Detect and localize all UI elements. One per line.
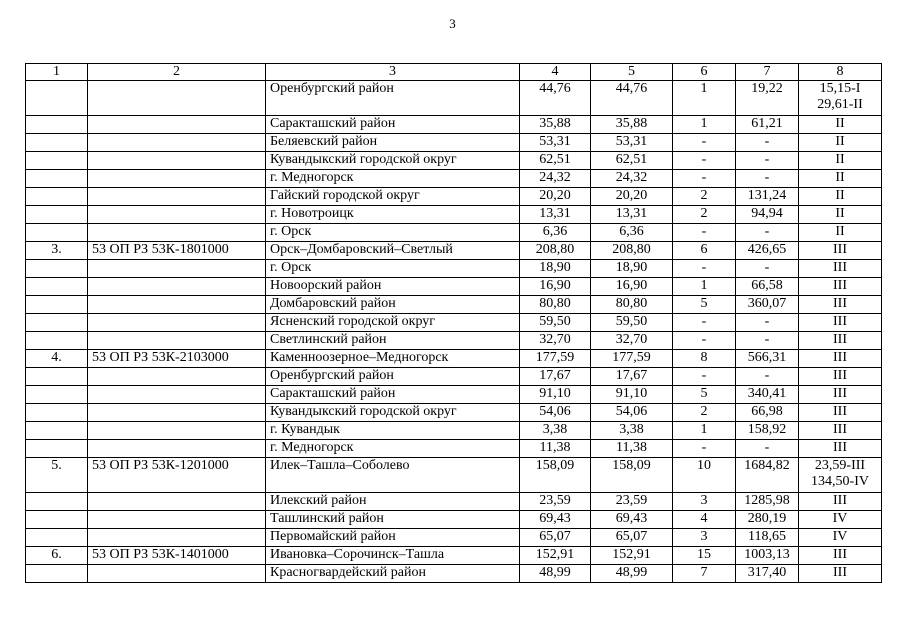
table-row <box>26 386 882 404</box>
cell-category: III <box>799 422 882 440</box>
category-line: 134,50-IV <box>811 474 869 489</box>
cell-col6: 3 <box>673 529 736 547</box>
cell-road-code <box>88 260 266 278</box>
cell-road-name: Кувандыкский городской округ <box>266 152 520 170</box>
table-body <box>26 81 882 583</box>
table-row <box>26 170 882 188</box>
cell-road-name: Гайский городской округ <box>266 188 520 206</box>
cell-road-name: Ташлинский район <box>266 511 520 529</box>
cell-col4: 20,20 <box>520 188 591 206</box>
cell-road-name: Оренбургский район <box>266 368 520 386</box>
cell-col4: 6,36 <box>520 224 591 242</box>
cell-number <box>26 224 88 242</box>
cell-category: II <box>799 224 882 242</box>
cell-road-name: Кувандыкский городской округ <box>266 404 520 422</box>
cell-col6: - <box>673 152 736 170</box>
cell-road-code <box>88 422 266 440</box>
cell-category: III <box>799 404 882 422</box>
cell-col4: 24,32 <box>520 170 591 188</box>
cell-road-name: Домбаровский район <box>266 296 520 314</box>
cell-col5: 20,20 <box>591 188 673 206</box>
cell-number <box>26 511 88 529</box>
cell-road-code <box>88 296 266 314</box>
cell-road-code: 53 ОП РЗ 53К-1201000 <box>88 458 266 493</box>
cell-col6: 1 <box>673 422 736 440</box>
column-header: 7 <box>736 64 799 81</box>
cell-number <box>26 565 88 583</box>
cell-col7: 131,24 <box>736 188 799 206</box>
cell-number <box>26 386 88 404</box>
cell-col4: 13,31 <box>520 206 591 224</box>
cell-category: III <box>799 278 882 296</box>
cell-col4: 48,99 <box>520 565 591 583</box>
cell-col5: 11,38 <box>591 440 673 458</box>
cell-number: 4. <box>26 350 88 368</box>
table-row <box>26 404 882 422</box>
cell-number <box>26 404 88 422</box>
cell-road-name: г. Медногорск <box>266 170 520 188</box>
cell-col4: 54,06 <box>520 404 591 422</box>
table-row <box>26 332 882 350</box>
column-header: 5 <box>591 64 673 81</box>
cell-col5: 3,38 <box>591 422 673 440</box>
cell-category: II <box>799 116 882 134</box>
cell-col5: 65,07 <box>591 529 673 547</box>
cell-road-code <box>88 386 266 404</box>
column-header: 4 <box>520 64 591 81</box>
cell-col7: 19,22 <box>736 81 799 116</box>
column-header: 2 <box>88 64 266 81</box>
cell-col5: 54,06 <box>591 404 673 422</box>
cell-col6: 2 <box>673 404 736 422</box>
cell-col6: - <box>673 170 736 188</box>
cell-number <box>26 188 88 206</box>
cell-col7: 61,21 <box>736 116 799 134</box>
table-row <box>26 242 882 260</box>
cell-col7: 1684,82 <box>736 458 799 493</box>
header-row <box>26 64 882 81</box>
cell-road-code <box>88 152 266 170</box>
cell-road-code <box>88 529 266 547</box>
cell-col7: 94,94 <box>736 206 799 224</box>
cell-col7: - <box>736 134 799 152</box>
table-row <box>26 134 882 152</box>
cell-col4: 62,51 <box>520 152 591 170</box>
cell-road-code: 53 ОП РЗ 53К-2103000 <box>88 350 266 368</box>
cell-col4: 44,76 <box>520 81 591 116</box>
cell-road-code <box>88 206 266 224</box>
cell-col7: 158,92 <box>736 422 799 440</box>
cell-col6: - <box>673 134 736 152</box>
cell-col6: 6 <box>673 242 736 260</box>
cell-col6: - <box>673 368 736 386</box>
column-header: 1 <box>26 64 88 81</box>
cell-col6: 2 <box>673 206 736 224</box>
cell-col5: 18,90 <box>591 260 673 278</box>
cell-col4: 32,70 <box>520 332 591 350</box>
cell-col4: 158,09 <box>520 458 591 493</box>
table-row <box>26 224 882 242</box>
cell-col6: - <box>673 260 736 278</box>
cell-col7: - <box>736 368 799 386</box>
cell-number <box>26 440 88 458</box>
cell-col7: - <box>736 314 799 332</box>
cell-col4: 18,90 <box>520 260 591 278</box>
cell-road-name: г. Новотроицк <box>266 206 520 224</box>
cell-road-name: г. Кувандык <box>266 422 520 440</box>
cell-col4: 91,10 <box>520 386 591 404</box>
cell-col5: 6,36 <box>591 224 673 242</box>
cell-number <box>26 422 88 440</box>
cell-category: III <box>799 440 882 458</box>
table-row <box>26 296 882 314</box>
cell-col7: - <box>736 170 799 188</box>
cell-col6: 1 <box>673 81 736 116</box>
cell-col6: - <box>673 332 736 350</box>
cell-col7: - <box>736 440 799 458</box>
cell-number <box>26 368 88 386</box>
cell-category: II <box>799 206 882 224</box>
cell-col4: 23,59 <box>520 493 591 511</box>
cell-col7: 317,40 <box>736 565 799 583</box>
cell-col4: 17,67 <box>520 368 591 386</box>
cell-road-name: г. Медногорск <box>266 440 520 458</box>
cell-col6: 1 <box>673 278 736 296</box>
cell-col5: 177,59 <box>591 350 673 368</box>
cell-number <box>26 134 88 152</box>
cell-road-name: Саракташский район <box>266 116 520 134</box>
cell-number <box>26 116 88 134</box>
cell-col4: 11,38 <box>520 440 591 458</box>
cell-number <box>26 314 88 332</box>
cell-road-code <box>88 81 266 116</box>
column-header: 8 <box>799 64 882 81</box>
table-row <box>26 565 882 583</box>
cell-col7: 426,65 <box>736 242 799 260</box>
column-header: 3 <box>266 64 520 81</box>
cell-road-name: Светлинский район <box>266 332 520 350</box>
cell-road-name: Каменноозерное–Медногорск <box>266 350 520 368</box>
cell-road-code <box>88 368 266 386</box>
cell-category: III <box>799 493 882 511</box>
roads-table <box>25 63 882 583</box>
category-line: 29,61-II <box>817 97 863 112</box>
cell-road-code <box>88 511 266 529</box>
cell-col6: 2 <box>673 188 736 206</box>
cell-road-code: 53 ОП РЗ 53К-1401000 <box>88 547 266 565</box>
cell-col7: 1285,98 <box>736 493 799 511</box>
cell-road-code <box>88 565 266 583</box>
cell-category: III <box>799 565 882 583</box>
cell-col4: 16,90 <box>520 278 591 296</box>
cell-number <box>26 529 88 547</box>
cell-category: III <box>799 260 882 278</box>
cell-col7: 1003,13 <box>736 547 799 565</box>
table-row <box>26 314 882 332</box>
cell-col4: 69,43 <box>520 511 591 529</box>
cell-col7: - <box>736 152 799 170</box>
table-row <box>26 278 882 296</box>
cell-number <box>26 206 88 224</box>
cell-category <box>799 458 882 493</box>
cell-number <box>26 296 88 314</box>
cell-col5: 23,59 <box>591 493 673 511</box>
cell-col6: - <box>673 440 736 458</box>
cell-col6: 4 <box>673 511 736 529</box>
cell-road-name: Илекский район <box>266 493 520 511</box>
cell-road-name: г. Орск <box>266 260 520 278</box>
cell-number <box>26 170 88 188</box>
cell-col6: - <box>673 224 736 242</box>
cell-number <box>26 260 88 278</box>
cell-road-code <box>88 332 266 350</box>
cell-number: 5. <box>26 458 88 493</box>
cell-number <box>26 81 88 116</box>
cell-category: IV <box>799 511 882 529</box>
cell-col5: 69,43 <box>591 511 673 529</box>
cell-road-name: Орск–Домбаровский–Светлый <box>266 242 520 260</box>
cell-road-name: Ивановка–Сорочинск–Ташла <box>266 547 520 565</box>
cell-col7: 66,98 <box>736 404 799 422</box>
cell-col5: 158,09 <box>591 458 673 493</box>
cell-road-code <box>88 278 266 296</box>
cell-col5: 35,88 <box>591 116 673 134</box>
column-header: 6 <box>673 64 736 81</box>
table-row <box>26 368 882 386</box>
cell-road-name: Красногвардейский район <box>266 565 520 583</box>
table-row <box>26 81 882 116</box>
category-line: 23,59-III <box>814 458 866 473</box>
cell-col4: 3,38 <box>520 422 591 440</box>
cell-road-name: Оренбургский район <box>266 81 520 116</box>
cell-road-code <box>88 134 266 152</box>
page-number: 3 <box>449 16 456 31</box>
cell-road-name: Саракташский район <box>266 386 520 404</box>
cell-col7: 66,58 <box>736 278 799 296</box>
cell-number: 6. <box>26 547 88 565</box>
cell-category: III <box>799 296 882 314</box>
table-row <box>26 458 882 493</box>
table-row <box>26 511 882 529</box>
cell-category: II <box>799 188 882 206</box>
cell-col5: 152,91 <box>591 547 673 565</box>
cell-number <box>26 152 88 170</box>
cell-col4: 177,59 <box>520 350 591 368</box>
cell-road-code <box>88 493 266 511</box>
table-row <box>26 440 882 458</box>
cell-category: III <box>799 350 882 368</box>
table-row <box>26 529 882 547</box>
cell-col4: 65,07 <box>520 529 591 547</box>
table-row <box>26 152 882 170</box>
cell-road-name: Илек–Ташла–Соболево <box>266 458 520 493</box>
cell-category: III <box>799 332 882 350</box>
cell-col4: 53,31 <box>520 134 591 152</box>
cell-road-name: Ясненский городской округ <box>266 314 520 332</box>
cell-road-code: 53 ОП РЗ 53К-1801000 <box>88 242 266 260</box>
cell-category: III <box>799 314 882 332</box>
cell-col4: 208,80 <box>520 242 591 260</box>
table-row <box>26 260 882 278</box>
cell-category: III <box>799 547 882 565</box>
cell-col4: 59,50 <box>520 314 591 332</box>
cell-col6: 3 <box>673 493 736 511</box>
table-row <box>26 350 882 368</box>
cell-road-name: Беляевский район <box>266 134 520 152</box>
cell-col5: 53,31 <box>591 134 673 152</box>
table-row <box>26 422 882 440</box>
cell-road-name: Новоорский район <box>266 278 520 296</box>
cell-col4: 35,88 <box>520 116 591 134</box>
cell-road-name: г. Орск <box>266 224 520 242</box>
cell-col6: 7 <box>673 565 736 583</box>
table-row <box>26 188 882 206</box>
cell-col5: 13,31 <box>591 206 673 224</box>
category-line: 15,15-I <box>819 81 861 96</box>
cell-col7: 566,31 <box>736 350 799 368</box>
table-row <box>26 206 882 224</box>
cell-category: III <box>799 368 882 386</box>
table-row <box>26 116 882 134</box>
cell-col4: 80,80 <box>520 296 591 314</box>
cell-col5: 80,80 <box>591 296 673 314</box>
cell-number <box>26 278 88 296</box>
cell-col6: 5 <box>673 386 736 404</box>
cell-col7: - <box>736 224 799 242</box>
cell-road-code <box>88 314 266 332</box>
cell-col7: - <box>736 332 799 350</box>
cell-category <box>799 81 882 116</box>
table-row <box>26 547 882 565</box>
cell-col7: 360,07 <box>736 296 799 314</box>
cell-road-code <box>88 404 266 422</box>
cell-col6: 8 <box>673 350 736 368</box>
cell-col7: 118,65 <box>736 529 799 547</box>
cell-col7: 280,19 <box>736 511 799 529</box>
cell-road-name: Первомайский район <box>266 529 520 547</box>
cell-col5: 32,70 <box>591 332 673 350</box>
cell-col5: 17,67 <box>591 368 673 386</box>
cell-col5: 59,50 <box>591 314 673 332</box>
cell-category: II <box>799 170 882 188</box>
cell-col5: 16,90 <box>591 278 673 296</box>
cell-col5: 62,51 <box>591 152 673 170</box>
cell-category: II <box>799 134 882 152</box>
cell-col5: 48,99 <box>591 565 673 583</box>
cell-number <box>26 332 88 350</box>
cell-col6: 1 <box>673 116 736 134</box>
cell-col6: 15 <box>673 547 736 565</box>
cell-col4: 152,91 <box>520 547 591 565</box>
cell-col5: 44,76 <box>591 81 673 116</box>
table-row <box>26 493 882 511</box>
cell-road-code <box>88 170 266 188</box>
cell-col5: 24,32 <box>591 170 673 188</box>
cell-number: 3. <box>26 242 88 260</box>
cell-col6: - <box>673 314 736 332</box>
cell-col7: - <box>736 260 799 278</box>
cell-road-code <box>88 224 266 242</box>
cell-number <box>26 493 88 511</box>
cell-category: III <box>799 242 882 260</box>
cell-road-code <box>88 116 266 134</box>
cell-col6: 5 <box>673 296 736 314</box>
cell-category: III <box>799 386 882 404</box>
cell-col5: 208,80 <box>591 242 673 260</box>
cell-road-code <box>88 188 266 206</box>
cell-col5: 91,10 <box>591 386 673 404</box>
cell-road-code <box>88 440 266 458</box>
cell-col6: 10 <box>673 458 736 493</box>
cell-category: II <box>799 152 882 170</box>
cell-col7: 340,41 <box>736 386 799 404</box>
cell-category: IV <box>799 529 882 547</box>
